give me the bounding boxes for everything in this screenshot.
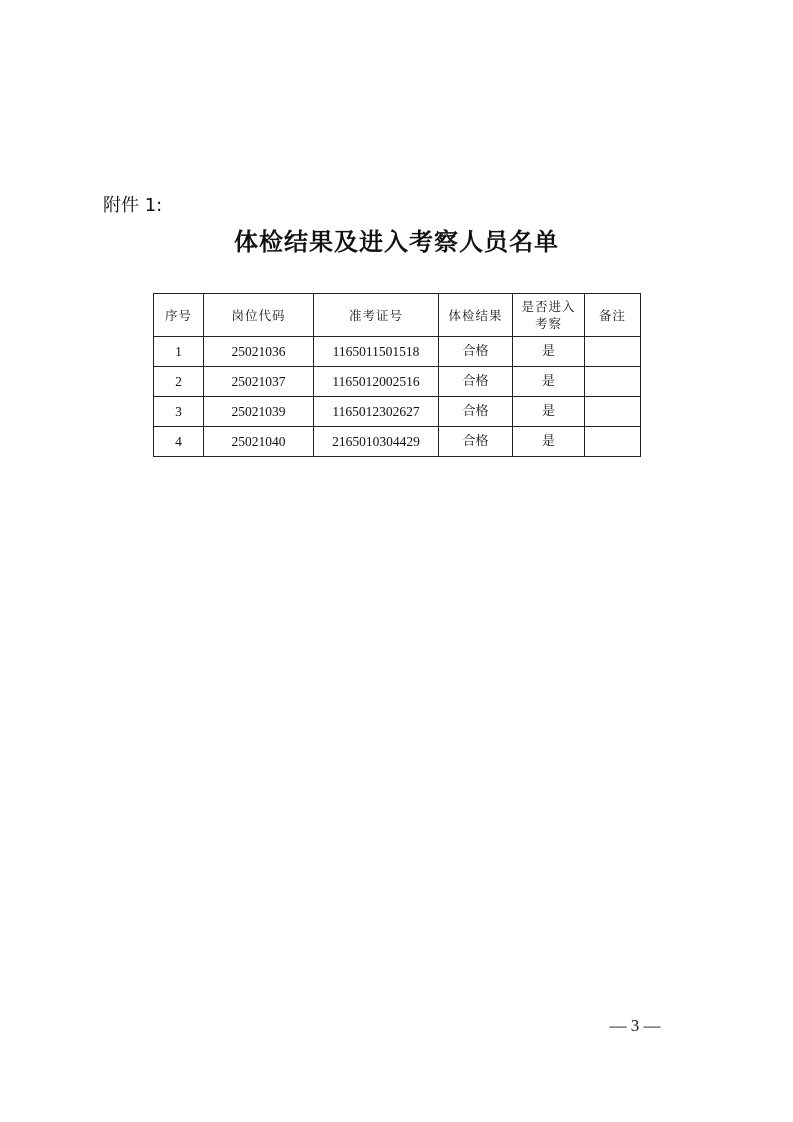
table-header-row — [154, 294, 641, 337]
cell-remarks — [585, 337, 641, 367]
cell-position-code: 25021037 — [204, 367, 314, 397]
cell-position-code: 25021036 — [204, 337, 314, 367]
table-row — [154, 427, 641, 457]
candidate-table — [153, 293, 641, 457]
cell-remarks — [585, 367, 641, 397]
cell-serial-number: 4 — [154, 427, 204, 457]
table-row — [154, 367, 641, 397]
cell-admission-ticket-number: 1165012002516 — [314, 367, 439, 397]
cell-position-code: 25021039 — [204, 397, 314, 427]
cell-serial-number: 2 — [154, 367, 204, 397]
cell-admission-ticket-number: 1165011501518 — [314, 337, 439, 367]
document-title: 体检结果及进入考察人员名单 — [234, 228, 559, 256]
cell-serial-number: 1 — [154, 337, 204, 367]
cell-enter-inspection: 是 — [513, 427, 585, 457]
cell-exam-result: 合格 — [439, 427, 513, 457]
cell-remarks — [585, 397, 641, 427]
cell-enter-inspection: 是 — [513, 397, 585, 427]
cell-exam-result: 合格 — [439, 337, 513, 367]
table-row — [154, 337, 641, 367]
cell-admission-ticket-number: 1165012302627 — [314, 397, 439, 427]
cell-enter-inspection: 是 — [513, 337, 585, 367]
header-remarks: 备注 — [585, 294, 641, 337]
cell-remarks — [585, 427, 641, 457]
cell-admission-ticket-number: 2165010304429 — [314, 427, 439, 457]
cell-exam-result: 合格 — [439, 367, 513, 397]
header-serial-number: 序号 — [154, 294, 204, 337]
page-number: — 3 — — [609, 1016, 661, 1035]
cell-enter-inspection: 是 — [513, 367, 585, 397]
header-position-code: 岗位代码 — [204, 294, 314, 337]
header-admission-ticket-number: 准考证号 — [314, 294, 439, 337]
cell-serial-number: 3 — [154, 397, 204, 427]
attachment-label: 附件 1: — [103, 195, 163, 216]
table-row — [154, 397, 641, 427]
cell-exam-result: 合格 — [439, 397, 513, 427]
header-exam-result: 体检结果 — [439, 294, 513, 337]
header-enter-inspection: 是否进入考察 — [513, 294, 585, 337]
cell-position-code: 25021040 — [204, 427, 314, 457]
